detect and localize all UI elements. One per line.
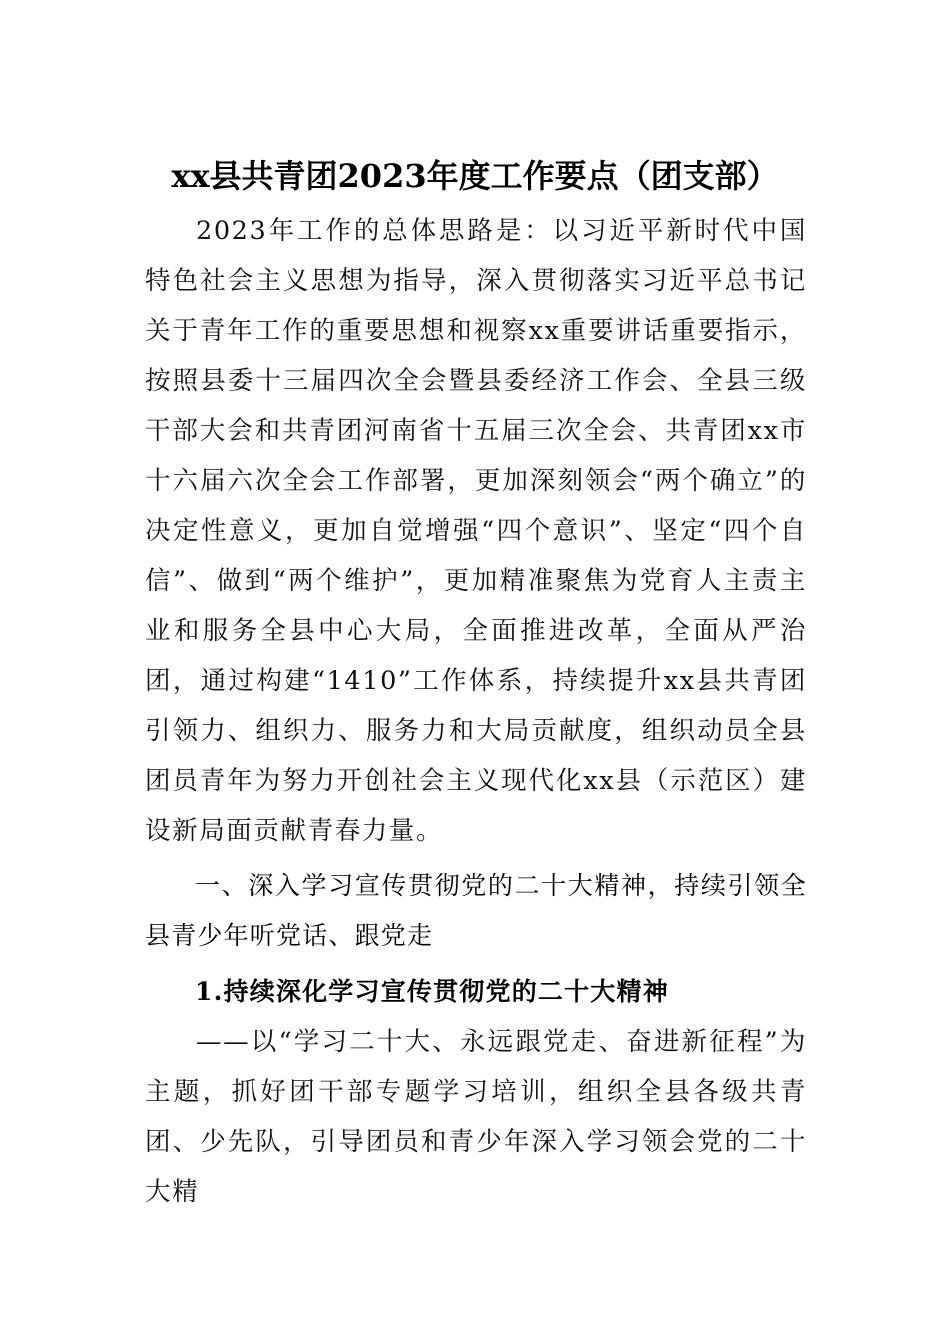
section-heading-1: 一、深入学习宣传贯彻党的二十大精神，持续引领全县青少年听党话、跟党走 [145, 871, 807, 950]
subsection-paragraph-1: ——以“学习二十大、永远跟党走、奋进新征程”为主题，抓好团干部专题学习培训，组织全县各级共青团、少先队，引导团员和青少年深入学习领会党的二十大精 [145, 1027, 807, 1207]
subsection-heading-1: 1.持续深化学习宣传贯彻党的二十大精神 [195, 977, 669, 1006]
overview-paragraph: 2023年工作的总体思路是：以习近平新时代中国特色社会主义思想为指导，深入贯彻落实习近平总书记关于青年工作的重要思想和视察xx重要讲话重要指示，按照县委十三届四次全会暨县委经济工作会、全县三级干部大会和共青团河南省十五届三次全会、共青团xx市十六届六次全会工作部署，更加深刻领会“两个确立”的决定性意义，更加自觉增强“四个意识”、坚定“四个自信”、做到“两个维护”，更加精准聚焦为党育人主责主业和服务全县中心大局，全面推进改革，全面从严治团，通过构建“1410”工作体系，持续提升xx县共青团引领力、组织力、服务力和大局贡献度，组织动员全县团员青年为努力开创社会主义现代化xx县（示范区）建设新局面贡献青春力量。 [145, 216, 807, 846]
document-body [145, 206, 807, 1217]
document-title: xx县共青团2023年度工作要点（团支部） [171, 157, 779, 195]
